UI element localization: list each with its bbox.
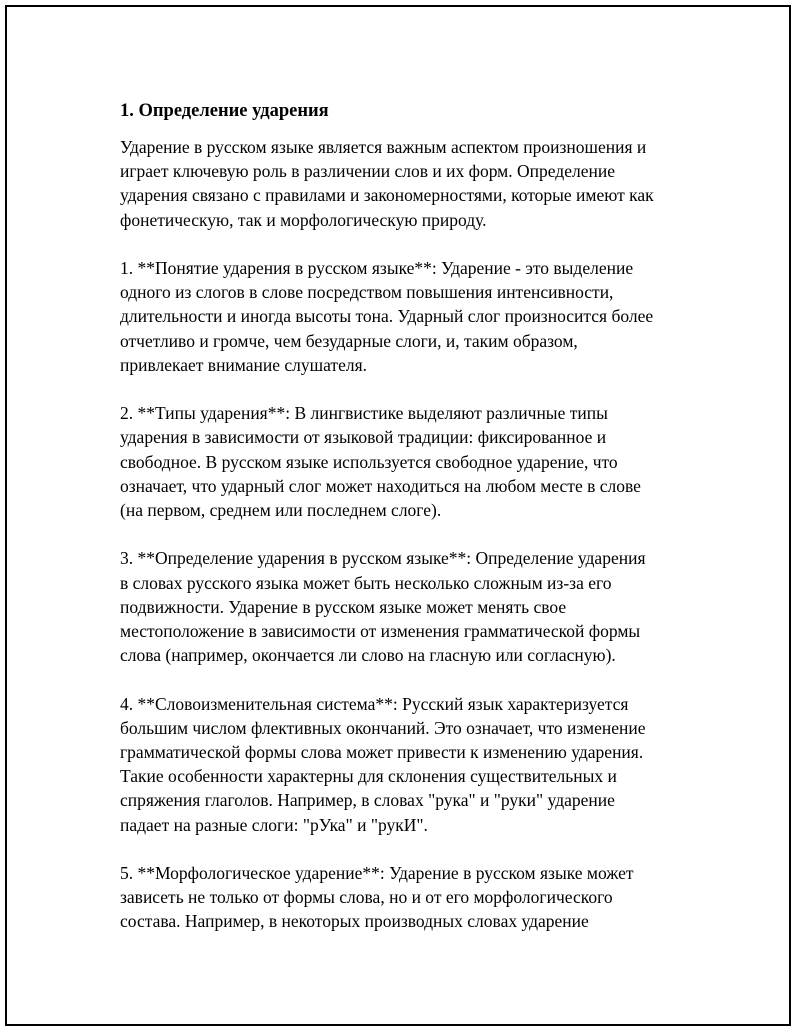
- text-line: слова (например, окончается ли слово на гласную или согласную).: [120, 645, 616, 666]
- paragraph: [120, 256, 720, 377]
- text-line: зависеть не только от формы слова, но и от его морфологического: [120, 887, 613, 908]
- text-line: свободное. В русском языке используется свободное ударение, что: [120, 451, 618, 472]
- text-line: большим числом флективных окончаний. Это означает, что изменение: [120, 717, 646, 738]
- text-line: привлекает внимание слушателя.: [120, 354, 368, 375]
- paragraph-list: [120, 135, 720, 934]
- paragraph: [120, 401, 720, 522]
- text-line: фонетическую, так и морфологическую природу.: [120, 209, 487, 230]
- text-line: играет ключевую роль в различении слов и их форм. Определение: [120, 161, 615, 182]
- text-line: состава. Например, в некоторых производных словах ударение: [120, 911, 589, 932]
- paragraph: [120, 692, 720, 837]
- text-line: грамматической формы слова может привести к изменению ударения.: [120, 742, 644, 763]
- text-line: ударения связано с правилами и закономерностями, которые имеют как: [120, 185, 654, 206]
- text-line: падает на разные слоги: "рУка" и "рукИ".: [120, 814, 428, 835]
- text-line: одного из слогов в слове посредством повышения интенсивности,: [120, 282, 614, 303]
- text-line: отчетливо и громче, чем безударные слоги, и, таким образом,: [120, 330, 578, 351]
- text-line: означает, что ударный слог может находиться на любом месте в слове: [120, 475, 641, 496]
- paragraph: [120, 135, 720, 232]
- paragraph: [120, 546, 720, 667]
- text-line: 5. **Морфологическое ударение**: Ударение в русском языке может: [120, 863, 634, 884]
- paragraph: [120, 861, 720, 934]
- text-line: (на первом, среднем или последнем слоге).: [120, 500, 442, 521]
- text-line: 4. **Словоизменительная система**: Русский язык характеризуется: [120, 693, 629, 714]
- text-line: спряжения глаголов. Например, в словах "рука" и "руки" ударение: [120, 790, 615, 811]
- text-line: длительности и иногда высоты тона. Ударный слог произносится более: [120, 306, 654, 327]
- text-line: 3. **Определение ударения в русском языке**: Определение ударения: [120, 548, 646, 569]
- document-body: [120, 99, 720, 958]
- text-line: ударения в зависимости от языковой традиции: фиксированное и: [120, 427, 607, 448]
- text-line: Такие особенности характерны для склонения существительных и: [120, 766, 617, 787]
- text-line: местоположение в зависимости от изменения грамматической формы: [120, 621, 641, 642]
- text-line: 1. **Понятие ударения в русском языке**: Ударение - это выделение: [120, 258, 634, 278]
- page-frame: [5, 5, 791, 1026]
- text-line: в словах русского языка может быть несколько сложным из-за его: [120, 572, 612, 593]
- section-heading: 1. Определение ударения: [120, 101, 329, 121]
- text-line: подвижности. Ударение в русском языке может менять свое: [120, 596, 567, 617]
- text-line: Ударение в русском языке является важным аспектом произношения и: [120, 137, 647, 157]
- text-line: 2. **Типы ударения**: В лингвистике выделяют различные типы: [120, 403, 608, 424]
